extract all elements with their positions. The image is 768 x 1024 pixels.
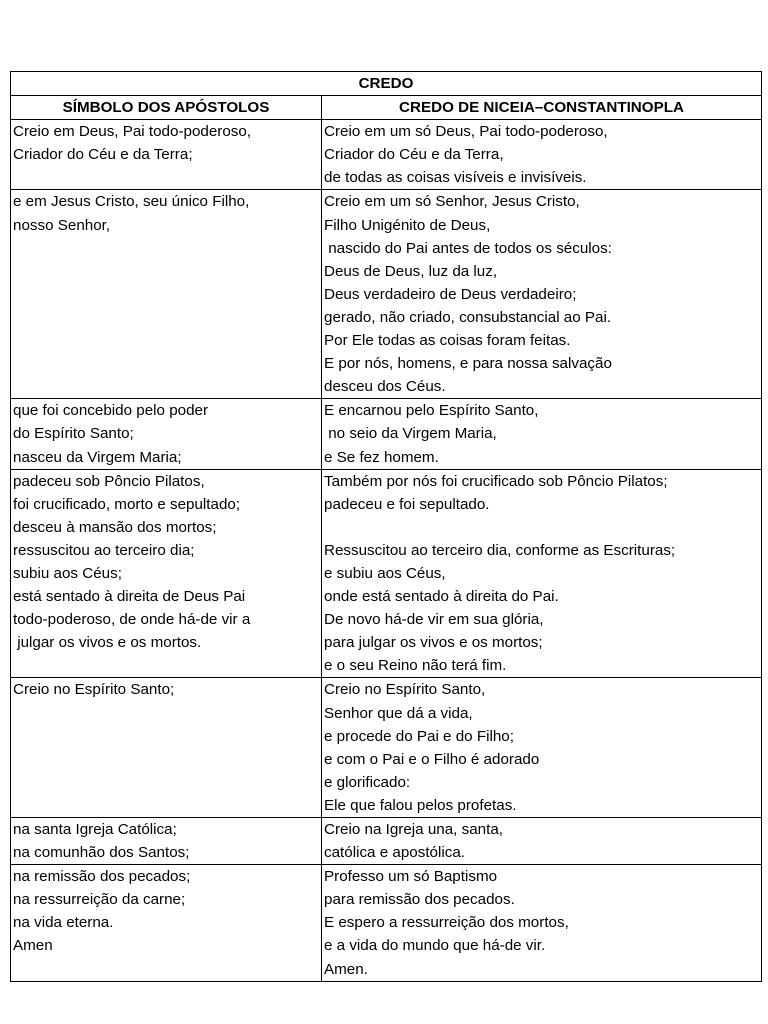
- table-row: [11, 120, 762, 190]
- nicene-creed-cell: [322, 865, 762, 981]
- creed-line: e subiu aos Céus,: [324, 564, 446, 582]
- nicene-creed-cell: [322, 399, 762, 469]
- creed-line: na comunhão dos Santos;: [13, 844, 190, 862]
- creed-line: que foi concebido pelo poder: [13, 402, 209, 420]
- credo-table: [10, 71, 762, 982]
- apostles-creed-cell: [11, 190, 322, 399]
- creed-line: Deus de Deus, luz da luz,: [324, 262, 498, 280]
- creed-line: Creio na Igreja una, santa,: [324, 821, 503, 838]
- creed-line: e o seu Reino não terá fim.: [324, 657, 507, 675]
- creed-line: Senhor que dá a vida,: [324, 704, 473, 722]
- table-row: [11, 469, 762, 678]
- creed-line: para julgar os vivos e os mortos;: [324, 634, 543, 652]
- creed-line: Amen.: [324, 960, 368, 978]
- creed-line: na vida eterna.: [13, 914, 114, 932]
- creed-line: Filho Unigénito de Deus,: [324, 216, 491, 234]
- creed-line: [324, 516, 759, 539]
- creed-line: desceu dos Céus.: [324, 378, 446, 396]
- creed-line: E por nós, homens, e para nossa salvação: [324, 355, 612, 373]
- creed-line: na remissão dos pecados;: [13, 868, 191, 886]
- nicene-creed-cell: [322, 678, 762, 818]
- creed-line: padeceu e foi sepultado.: [324, 495, 490, 513]
- creed-line: subiu aos Céus;: [13, 564, 122, 582]
- title-row: [11, 72, 762, 96]
- creed-line: na santa Igreja Católica;: [13, 821, 177, 838]
- creed-line: Também por nós foi crucificado sob Pôncio Pilatos;: [324, 472, 668, 490]
- creed-line: E encarnou pelo Espírito Santo,: [324, 402, 539, 420]
- creed-line: Ressuscitou ao terceiro dia, conforme as Escrituras;: [324, 541, 676, 559]
- creed-line: Amen: [13, 937, 53, 955]
- creed-line: e em Jesus Cristo, seu único Filho,: [13, 193, 250, 211]
- creed-line: e procede do Pai e do Filho;: [324, 727, 514, 745]
- creed-line: Creio no Espírito Santo;: [13, 681, 175, 699]
- creed-line: de todas as coisas visíveis e invisíveis.: [324, 169, 587, 187]
- creed-line: Professo um só Baptismo: [324, 868, 498, 886]
- creed-line: no seio da Virgem Maria,: [324, 425, 497, 443]
- creed-line: nasceu da Virgem Maria;: [13, 448, 182, 466]
- creed-line: Ele que falou pelos profetas.: [324, 796, 517, 814]
- creed-line: gerado, não criado, consubstancial ao Pai.: [324, 308, 612, 326]
- creed-line: nascido do Pai antes de todos os séculos:: [324, 239, 612, 257]
- creed-line: E espero a ressurreição dos mortos,: [324, 914, 569, 932]
- creed-line: Por Ele todas as coisas foram feitas.: [324, 332, 571, 350]
- table-row: [11, 818, 762, 865]
- creed-line: julgar os vivos e os mortos.: [13, 634, 202, 652]
- apostles-creed-cell: [11, 865, 322, 981]
- table-body: [11, 120, 762, 981]
- table-row: [11, 678, 762, 818]
- creed-line: Creio em um só Deus, Pai todo-poderoso,: [324, 123, 608, 141]
- creed-line: ressuscitou ao terceiro dia;: [13, 541, 195, 559]
- column-header-apostles: SÍMBOLO DOS APÓSTOLOS: [11, 96, 322, 120]
- creed-line: e a vida do mundo que há-de vir.: [324, 937, 546, 955]
- creed-line: na ressurreição da carne;: [13, 891, 186, 909]
- nicene-creed-cell: [322, 469, 762, 678]
- creed-line: Creio no Espírito Santo,: [324, 681, 486, 699]
- creed-line: está sentado à direita de Deus Pai: [13, 588, 246, 606]
- nicene-creed-cell: [322, 818, 762, 865]
- creed-line: e glorificado:: [324, 773, 411, 791]
- creed-line: foi crucificado, morto e sepultado;: [13, 495, 241, 513]
- creed-line: Criador do Céu e da Terra;: [13, 146, 193, 164]
- creed-line: Criador do Céu e da Terra,: [324, 146, 504, 164]
- apostles-creed-cell: [11, 469, 322, 678]
- table-row: [11, 865, 762, 981]
- creed-line: De novo há-de vir em sua glória,: [324, 611, 544, 629]
- creed-line: Creio em Deus, Pai todo-poderoso,: [13, 123, 252, 141]
- creed-line: Creio em um só Senhor, Jesus Cristo,: [324, 193, 580, 211]
- creed-line: desceu à mansão dos mortos;: [13, 518, 217, 536]
- column-header-nicene: CREDO DE NICEIA–CONSTANTINOPLA: [322, 96, 762, 120]
- creed-line: padeceu sob Pôncio Pilatos,: [13, 472, 205, 490]
- creed-line: do Espírito Santo;: [13, 425, 134, 443]
- creed-line: nosso Senhor,: [13, 216, 111, 234]
- apostles-creed-cell: [11, 399, 322, 469]
- nicene-creed-cell: [322, 190, 762, 399]
- creed-line: para remissão dos pecados.: [324, 891, 515, 909]
- creed-line: católica e apostólica.: [324, 844, 465, 862]
- table-row: [11, 399, 762, 469]
- creed-line: e com o Pai e o Filho é adorado: [324, 750, 540, 768]
- apostles-creed-cell: [11, 678, 322, 818]
- creed-line: onde está sentado à direita do Pai.: [324, 588, 559, 606]
- creed-line: e Se fez homem.: [324, 448, 439, 466]
- nicene-creed-cell: [322, 120, 762, 190]
- apostles-creed-cell: [11, 818, 322, 865]
- creed-line: Deus verdadeiro de Deus verdadeiro;: [324, 285, 577, 303]
- creed-line: todo-poderoso, de onde há-de vir a: [13, 611, 251, 629]
- table-title: CREDO: [11, 72, 762, 96]
- table-row: [11, 190, 762, 399]
- apostles-creed-cell: [11, 120, 322, 190]
- header-row: [11, 96, 762, 120]
